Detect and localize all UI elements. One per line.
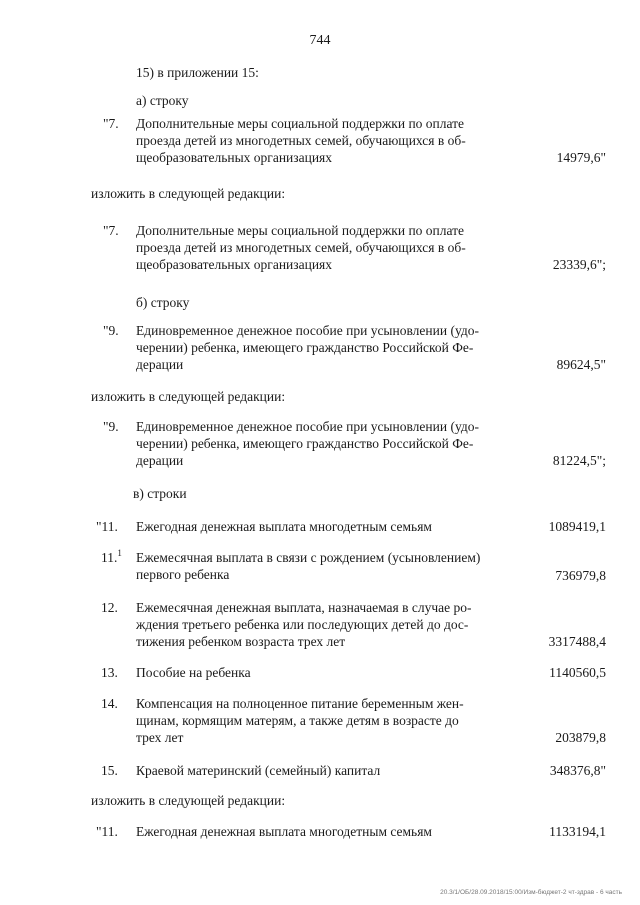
row7-new-line: щеобразовательных организациях <box>136 257 333 272</box>
row9-new-num: "9. <box>103 419 119 434</box>
row9-new-text <box>136 418 508 469</box>
row7-new-text <box>136 222 508 273</box>
row11-1-value: 736979,8 <box>555 568 606 583</box>
row7-old-line: проезда детей из многодетных семей, обучающихся в об- <box>136 133 466 148</box>
row9-new-line: черении) ребенка, имеющего гражданство Российской Фе- <box>136 436 474 451</box>
row11-1-num <box>101 549 122 568</box>
row11-1-num-sup: 1 <box>117 548 122 558</box>
row11-1-text <box>136 549 480 583</box>
row11-1-line: первого ребенка <box>136 567 230 582</box>
row14-value: 203879,8 <box>555 730 606 745</box>
row11-1-num-main: 11. <box>101 550 118 565</box>
row12-line: тижения ребенком возраста трех лет <box>136 634 346 649</box>
row11-value: 1089419,1 <box>548 519 606 534</box>
row9-old-line: Единовременное денежное пособие при усыновлении (удо- <box>136 323 479 338</box>
row11-new-num: "11. <box>96 824 118 839</box>
row9-new-line: Единовременное денежное пособие при усыновлении (удо- <box>136 419 479 434</box>
page-number: 744 <box>309 33 331 48</box>
row9-old-value: 89624,5" <box>556 357 606 372</box>
row9-new-line: дерации <box>136 453 184 468</box>
row15-text: Краевой материнский (семейный) капитал <box>136 763 381 778</box>
row14-num: 14. <box>101 696 118 711</box>
row11-text: Ежегодная денежная выплата многодетным семьям <box>136 519 432 534</box>
restate-line: изложить в следующей редакции: <box>91 793 286 808</box>
row11-new-value: 1133194,1 <box>549 824 606 839</box>
sub-b-line: б) строку <box>136 295 190 310</box>
row12-num: 12. <box>101 600 118 615</box>
row9-old-num: "9. <box>103 323 119 338</box>
intro-line: 15) в приложении 15: <box>136 65 259 80</box>
row15-value: 348376,8" <box>549 763 606 778</box>
row7-new-line: Дополнительные меры социальной поддержки по оплате <box>136 223 465 238</box>
row14-line: трех лет <box>136 730 184 745</box>
row9-old-line: дерации <box>136 357 184 372</box>
row7-new-line: проезда детей из многодетных семей, обучающихся в об- <box>136 240 466 255</box>
row7-old-value: 14979,6" <box>556 150 606 165</box>
row15-num: 15. <box>101 763 118 778</box>
row12-value: 3317488,4 <box>548 634 606 649</box>
row9-new-value: 81224,5"; <box>552 453 606 468</box>
row11-1-line: Ежемесячная выплата в связи с рождением (усыновлением) <box>136 550 481 565</box>
row14-text <box>136 695 464 746</box>
row7-new-value: 23339,6"; <box>552 257 606 272</box>
row13-value: 1140560,5 <box>549 665 606 680</box>
row7-new-num: "7. <box>103 223 119 238</box>
row7-old-text <box>136 115 508 166</box>
row12-text <box>136 599 472 650</box>
row7-old-line: щеобразовательных организациях <box>136 150 333 165</box>
row13-text: Пособие на ребенка <box>136 665 251 680</box>
sub-v-line: в) строки <box>133 486 187 501</box>
row12-line: Ежемесячная денежная выплата, назначаемая в случае ро- <box>136 600 472 615</box>
row13-num: 13. <box>101 665 118 680</box>
row7-old-num: "7. <box>103 116 119 131</box>
row11-num: "11. <box>96 519 118 534</box>
row9-old-line: черении) ребенка, имеющего гражданство Российской Фе- <box>136 340 474 355</box>
row14-line: щинам, кормящим матерям, а также детям в возрасте до <box>136 713 459 728</box>
restate-line: изложить в следующей редакции: <box>91 389 286 404</box>
sub-a-line: а) строку <box>136 93 189 108</box>
restate-line: изложить в следующей редакции: <box>91 186 286 201</box>
row12-line: ждения третьего ребенка или последующих детей до дос- <box>136 617 469 632</box>
row7-old-line: Дополнительные меры социальной поддержки по оплате <box>136 116 465 131</box>
footer-stamp: 20.3/1/ОБ/28.09.2018/15:00/Изм-бюджет-2 чт-здрав - 6 часть <box>440 889 622 896</box>
row9-old-text <box>136 322 508 373</box>
row11-new-text: Ежегодная денежная выплата многодетным семьям <box>136 824 432 839</box>
row14-line: Компенсация на полноценное питание беременным жен- <box>136 696 464 711</box>
